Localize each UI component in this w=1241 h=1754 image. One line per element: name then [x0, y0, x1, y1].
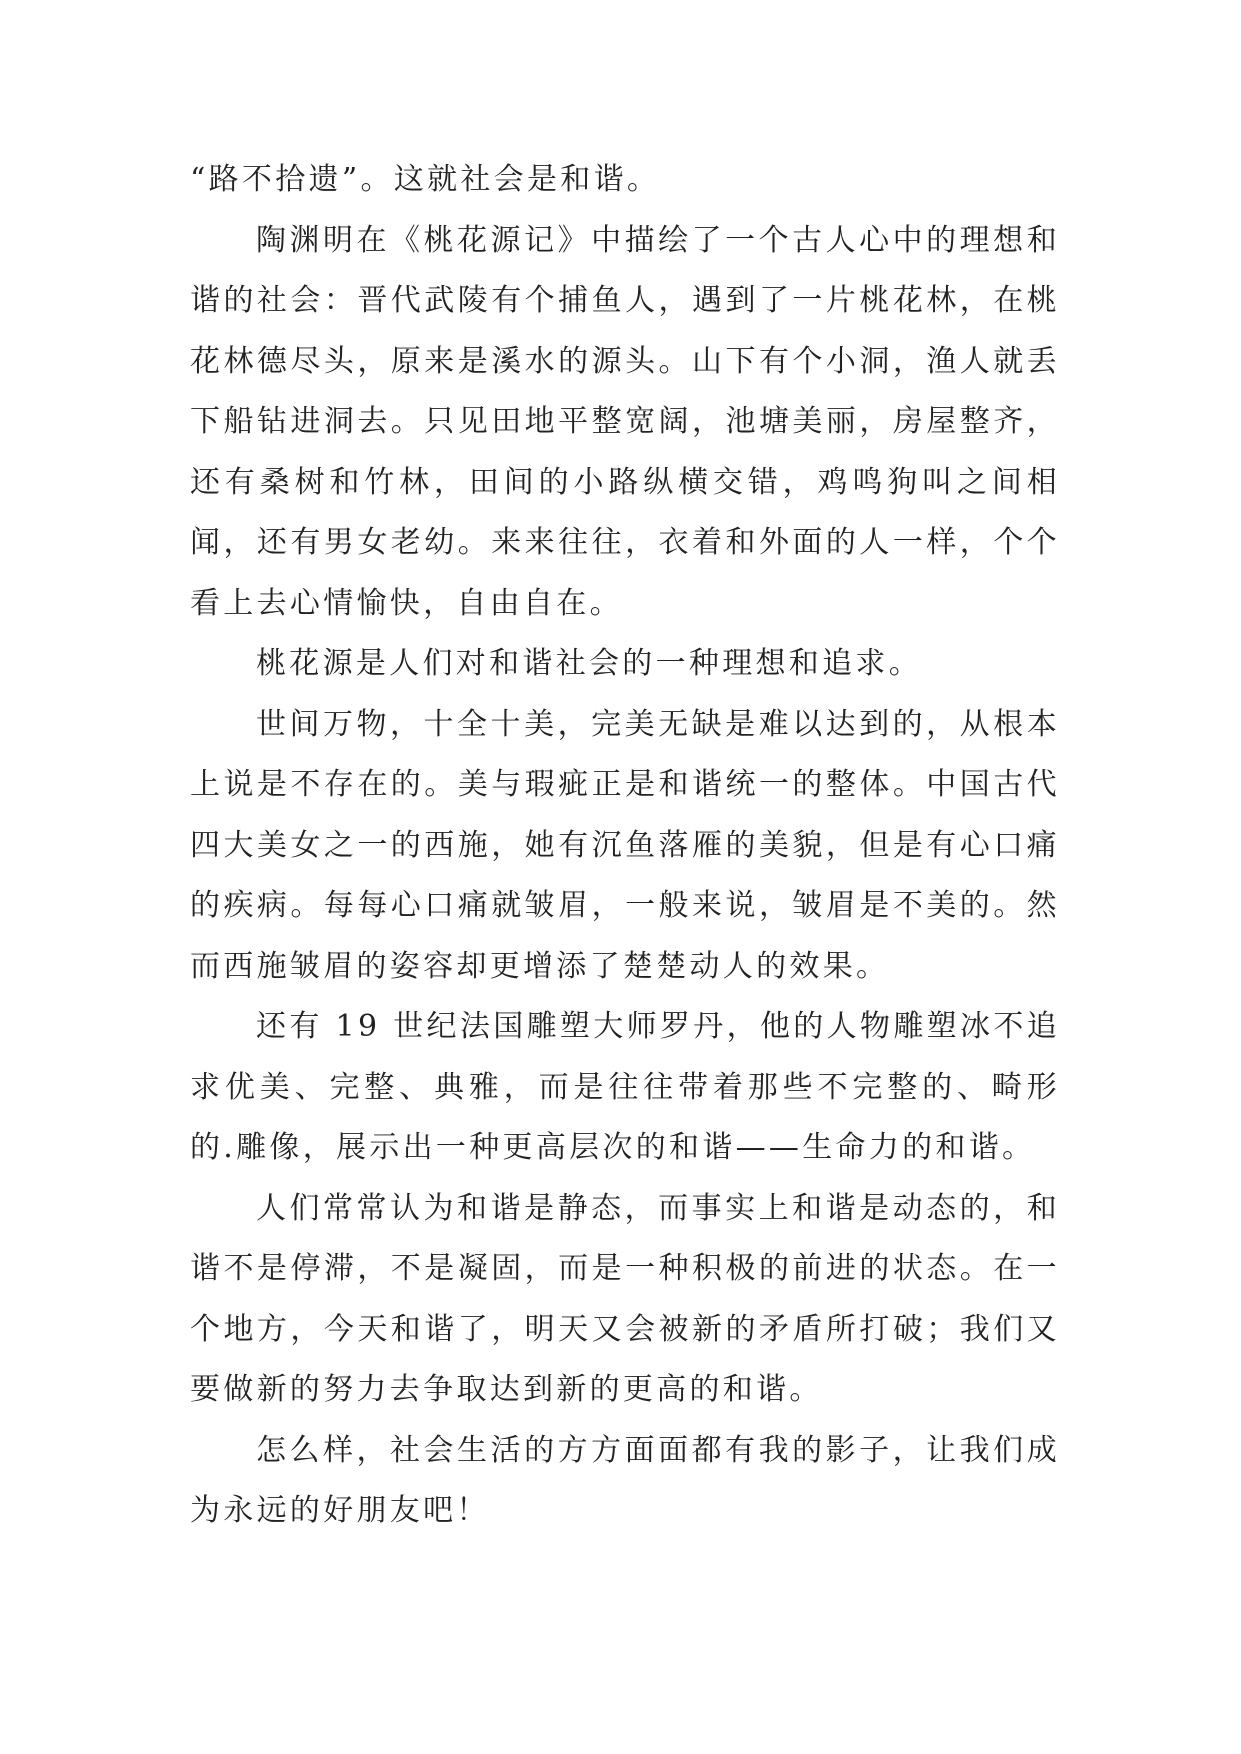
paragraph-7: 怎么样，社会生活的方方面面都有我的影子，让我们成为永远的好朋友吧！: [190, 1432, 1060, 1528]
paragraph-1: “路不拾遗”。这就社会是和谐。: [190, 162, 661, 197]
paragraph-4: 世间万物，十全十美，完美无缺是难以达到的，从根本上说是不存在的。美与瑕疵正是和谐统一的整体。中国古代四大美女之一的西施，她有沉鱼落雁的美貌，但是有心口痛的疾病。每每心口痛就皱眉，一般来说，皱眉是不美的。然而西施皱眉的姿容却更增添了楚楚动人的效果。: [190, 706, 1060, 984]
paragraph-6: 人们常常认为和谐是静态，而事实上和谐是动态的，和谐不是停滞，不是凝固，而是一种积极的前进的状态。在一个地方，今天和谐了，明天又会被新的矛盾所打破；我们又要做新的努力去争取达到新的更高的和谐。: [190, 1190, 1060, 1407]
paragraph-3: 桃花源是人们对和谐社会的一种理想和追求。: [256, 646, 922, 681]
document-body: [190, 150, 1060, 1542]
paragraph-2: 陶渊明在《桃花源记》中描绘了一个古人心中的理想和谐的社会：晋代武陵有个捕鱼人，遇到了一片桃花林，在桃花林德尽头，原来是溪水的源头。山下有个小洞，渔人就丢下船钻进洞去。只见田地平整宽阔，池塘美丽，房屋整齐，还有桑树和竹林，田间的小路纵横交错，鸡鸣狗叫之间相闻，还有男女老幼。来来往往，衣着和外面的人一样，个个看上去心情愉快，自由自在。: [190, 222, 1060, 621]
paragraph-5: 还有 19 世纪法国雕塑大师罗丹，他的人物雕塑冰不追求优美、完整、典雅，而是往往带着那些不完整的、畸形的.雕像，展示出一种更高层次的和谐——生命力的和谐。: [190, 1009, 1060, 1165]
